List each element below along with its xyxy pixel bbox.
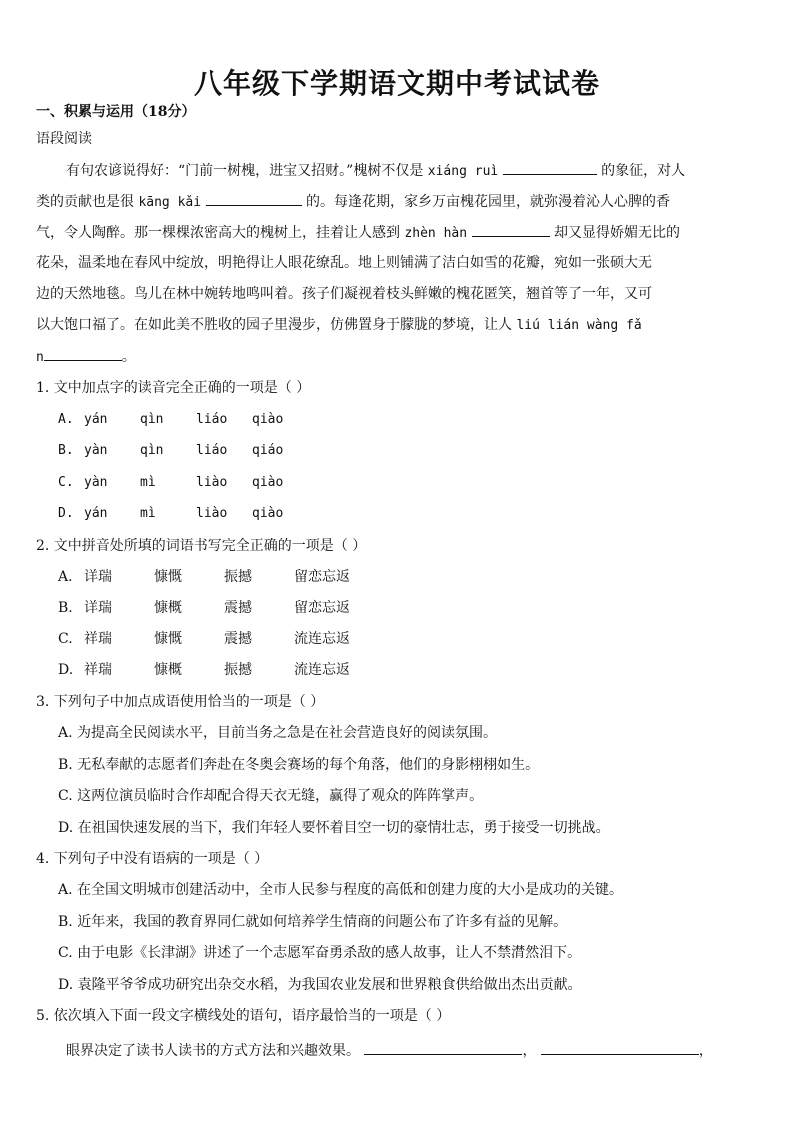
question-1-option-b[interactable]: [58, 441, 312, 461]
question-4-option-d[interactable]: D. 袁隆平爷爷成功研究出杂交水稻，为我国农业发展和世界粮食供给做出杰出贡献。: [58, 977, 582, 993]
passage-text: 气，令人陶醉。那一棵棵浓密高大的槐树上，挂着让人感到: [36, 225, 400, 241]
option-value: 震撼: [224, 631, 252, 647]
passage-line-4: 花朵，温柔地在春风中绽放，明艳得让人眼花缭乱。地上则铺满了洁白如雪的花瓣，宛如一张硕大无: [36, 255, 652, 271]
option-letter: A.: [58, 569, 73, 585]
option-value: 详瑞: [84, 569, 112, 585]
answer-blank[interactable]: [364, 1040, 522, 1055]
option-value: mì: [140, 475, 156, 490]
answer-blank[interactable]: [541, 1040, 699, 1055]
option-value: 振撼: [224, 662, 252, 678]
question-4-option-a[interactable]: A. 在全国文明城市创建活动中，全市人民参与程度的高低和创建力度的大小是成功的关键。: [58, 882, 624, 898]
question-4-option-c[interactable]: C. 由于电影《长津湖》讲述了一个志愿军奋勇杀敌的感人故事，让人不禁潸然泪下。: [58, 945, 582, 961]
passage-text: 。: [121, 349, 136, 365]
question-3-option-c[interactable]: C. 这两位演员临时合作却配合得天衣无缝，赢得了观众的阵阵掌声。: [58, 788, 484, 804]
passage-text: 类的贡献也是很: [36, 194, 134, 210]
question-1-option-d[interactable]: [58, 504, 312, 524]
question-1-stem: 1. 文中加点字的读音完全正确的一项是（ ）: [36, 380, 311, 396]
page-title: 八年级下学期语文期中考试试卷: [193, 67, 600, 100]
option-value: 详瑞: [84, 600, 112, 616]
option-value: qiào: [252, 475, 284, 490]
question-4-option-b[interactable]: B. 近年来，我国的教育界同仁就如何培养学生情商的问题公布了许多有益的见解。: [58, 914, 568, 930]
option-value: yàn: [84, 475, 108, 490]
option-letter: D.: [58, 506, 74, 521]
option-letter: D.: [58, 662, 74, 678]
question-4-stem: 4. 下列句子中没有语病的一项是（ ）: [36, 851, 269, 867]
passage-text: 的。每逢花期，家乡万亩槐花园里，就弥漫着沁人心脾的香: [305, 194, 670, 210]
answer-blank[interactable]: [503, 160, 597, 175]
passage-line-5: 边的天然地毯。鸟儿在林中婉转地鸣叫着。孩子们凝视着枝头鲜嫩的槐花匿笑，翘首等了一年，又可: [36, 286, 652, 302]
option-value: qiào: [252, 412, 284, 427]
passage-text: 的象征，对人: [601, 163, 686, 179]
question-2-option-c[interactable]: [58, 629, 350, 649]
option-value: 慷概: [154, 662, 182, 678]
option-value: 留恋忘返: [294, 600, 350, 616]
question-2-option-d[interactable]: [58, 660, 350, 680]
option-value: qiào: [252, 506, 284, 521]
option-value: 振撼: [224, 569, 252, 585]
option-value: liào: [196, 475, 228, 490]
pinyin-prompt: n: [36, 350, 44, 365]
option-value: 流连忘返: [294, 662, 350, 678]
answer-blank[interactable]: [472, 222, 550, 237]
option-value: 祥瑞: [84, 662, 112, 678]
question-3-option-a[interactable]: A. 为提高全民阅读水平，目前当务之急是在社会营造良好的阅读氛围。: [58, 725, 498, 741]
option-letter: A.: [58, 412, 74, 427]
pinyin-prompt: xiáng ruì: [427, 164, 499, 179]
punctuation: ，: [522, 1043, 537, 1059]
question-1-option-c[interactable]: [58, 473, 312, 493]
option-letter: B.: [58, 600, 73, 616]
option-value: 震撼: [224, 600, 252, 616]
pinyin-prompt: kāng kǎi: [138, 195, 202, 210]
question-3-option-d[interactable]: D. 在祖国快速发展的当下，我们年轻人要怀着目空一切的豪情壮志，勇于接受一切挑战。: [58, 820, 610, 836]
question-5-lead-text: 眼界决定了读书人读书的方式方法和兴趣效果。: [66, 1043, 360, 1059]
option-value: liáo: [196, 443, 228, 458]
section-subheading: 语段阅读: [36, 131, 92, 147]
passage-line-6: [36, 315, 760, 336]
option-value: qìn: [140, 443, 164, 458]
question-2-option-a[interactable]: [58, 567, 350, 587]
passage-text: 以大饱口福了。在如此美不胜收的园子里漫步，仿佛置身于朦胧的梦境，让人: [36, 317, 512, 333]
answer-blank[interactable]: [44, 346, 122, 361]
option-value: 慷慨: [154, 631, 182, 647]
question-1-option-a[interactable]: [58, 410, 312, 430]
question-2-stem: 2. 文中拼音处所填的词语书写完全正确的一项是（ ）: [36, 538, 367, 554]
option-value: 慷概: [154, 600, 182, 616]
option-value: yàn: [84, 443, 108, 458]
option-value: 祥瑞: [84, 631, 112, 647]
pinyin-prompt: liú lián wàng fǎ: [516, 318, 642, 333]
option-letter: C.: [58, 475, 74, 490]
question-5-stem: 5. 依次填入下面一段文字横线处的语句，语序最恰当的一项是（ ）: [36, 1008, 451, 1024]
option-value: 流连忘返: [294, 631, 350, 647]
passage-text: 有句农谚说得好：“门前一树槐，进宝又招财。”槐树不仅是: [66, 163, 424, 179]
pinyin-prompt: zhèn hàn: [404, 226, 468, 241]
section-heading: 一、积累与运用（18分）: [36, 104, 196, 120]
passage-line-3: [36, 222, 760, 244]
question-2-option-b[interactable]: [58, 598, 350, 618]
answer-blank[interactable]: [206, 191, 302, 206]
option-value: liáo: [196, 412, 228, 427]
passage-line-2: [36, 191, 760, 213]
option-value: yán: [84, 506, 108, 521]
option-value: qiáo: [252, 443, 284, 458]
option-letter: C.: [58, 631, 73, 647]
punctuation: ，: [698, 1043, 713, 1059]
option-value: mì: [140, 506, 156, 521]
passage-line-7: [36, 346, 136, 368]
option-value: liào: [196, 506, 228, 521]
option-value: 留恋忘返: [294, 569, 350, 585]
question-3-option-b[interactable]: B. 无私奉献的志愿者们奔赴在冬奥会赛场的每个角落，他们的身影栩栩如生。: [58, 757, 540, 773]
option-letter: B.: [58, 443, 74, 458]
passage-text: 却又显得娇媚无比的: [553, 225, 680, 241]
option-value: qìn: [140, 412, 164, 427]
question-3-stem: 3. 下列句子中加点成语使用恰当的一项是（ ）: [36, 694, 325, 710]
question-5-lead: [66, 1040, 713, 1061]
option-value: 慷慨: [154, 569, 182, 585]
option-value: yán: [84, 412, 108, 427]
passage-line-1: [66, 160, 685, 182]
